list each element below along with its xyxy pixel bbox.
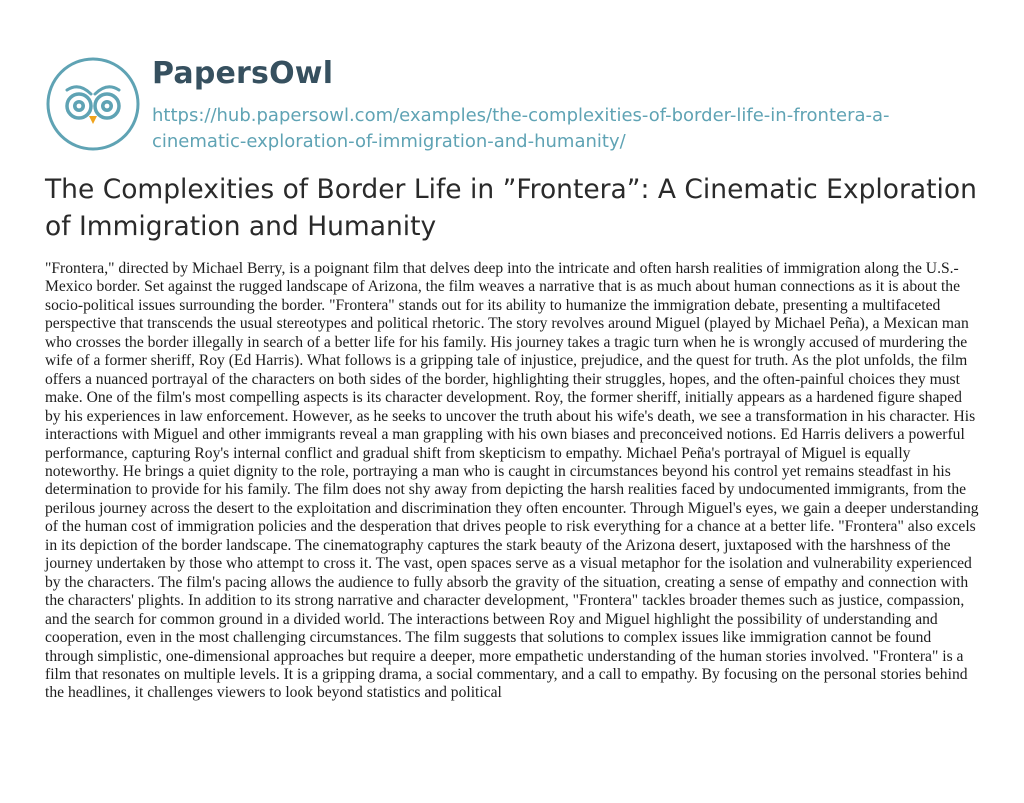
header xyxy=(45,44,995,154)
brand-name: PapersOwl xyxy=(152,56,334,91)
page-title: The Complexities of Border Life in ”Frontera”: A Cinematic Exploration of Immigration and Humanity xyxy=(45,174,977,242)
source-url-link[interactable]: https://hub.papersowl.com/examples/the-complexities-of-border-life-in-frontera-a-cinematic-exploration-of-immigration-and-humanity/ xyxy=(152,105,890,152)
essay-body: "Frontera," directed by Michael Berry, is a poignant film that delves deep into the intricate and often harsh realities of immigration along the U.S.-Mexico border. Set against the rugged landscape of Arizona, the film weaves a narrative that is as much about human connections as it is about the socio-political issues surrounding the border. "Frontera" stands out for its ability to humanize the immigration debate, presenting a multifaceted perspective that transcends the usual stereotypes and political rhetoric. The story revolves around Miguel (played by Michael Peña), a Mexican man who crosses the border illegally in search of a better life for his family. His journey takes a tragic turn when he is wrongly accused of murdering the wife of a former sheriff, Roy (Ed Harris). What follows is a gripping tale of injustice, prejudice, and the quest for truth. As the plot unfolds, the film offers a nuanced portrayal of the characters on both sides of the border, highlighting their struggles, hopes, and the often-painful choices they must make. One of the film's most compelling aspects is its character development. Roy, the former sheriff, initially appears as a hardened figure shaped by his experiences in law enforcement. However, as he seeks to uncover the truth about his wife's death, we see a transformation in his character. His interactions with Miguel and other immigrants reveal a man grappling with his own biases and preconceived notions. Ed Harris delivers a powerful performance, capturing Roy's internal conflict and gradual shift from skepticism to empathy. Michael Peña's portrayal of Miguel is equally noteworthy. He brings a quiet dignity to the role, portraying a man who is caught in circumstances beyond his control yet remains steadfast in his determination to provide for his family. The film does not shy away from depicting the harsh realities faced by undocumented immigrants, from the perilous journey across the desert to the exploitation and discrimination they often encounter. Through Miguel's eyes, we gain a deeper understanding of the human cost of immigration policies and the desperation that drives people to risk everything for a chance at a better life. "Frontera" also excels in its depiction of the border landscape. The cinematography captures the stark beauty of the Arizona desert, juxtaposed with the harshness of the journey undertaken by those who attempt to cross it. The vast, open spaces serve as a visual metaphor for the isolation and vulnerability experienced by the characters. The film's pacing allows the audience to fully absorb the gravity of the situation, creating a sense of empathy and connection with the characters' plights. In addition to its strong narrative and character development, "Frontera" tackles broader themes such as justice, compassion, and the search for common ground in a divided world. The interactions between Roy and Miguel highlight the possibility of understanding and cooperation, even in the most challenging circumstances. The film suggests that solutions to complex issues like immigration cannot be found through simplistic, one-dimensional approaches but require a deeper, more empathetic understanding of the human stories involved. "Frontera" is a film that resonates on multiple levels. It is a gripping drama, a social commentary, and a call to empathy. By focusing on the personal stories behind the headlines, it challenges viewers to look beyond statistics and political xyxy=(45,260,979,702)
owl-logo-icon xyxy=(45,56,141,152)
